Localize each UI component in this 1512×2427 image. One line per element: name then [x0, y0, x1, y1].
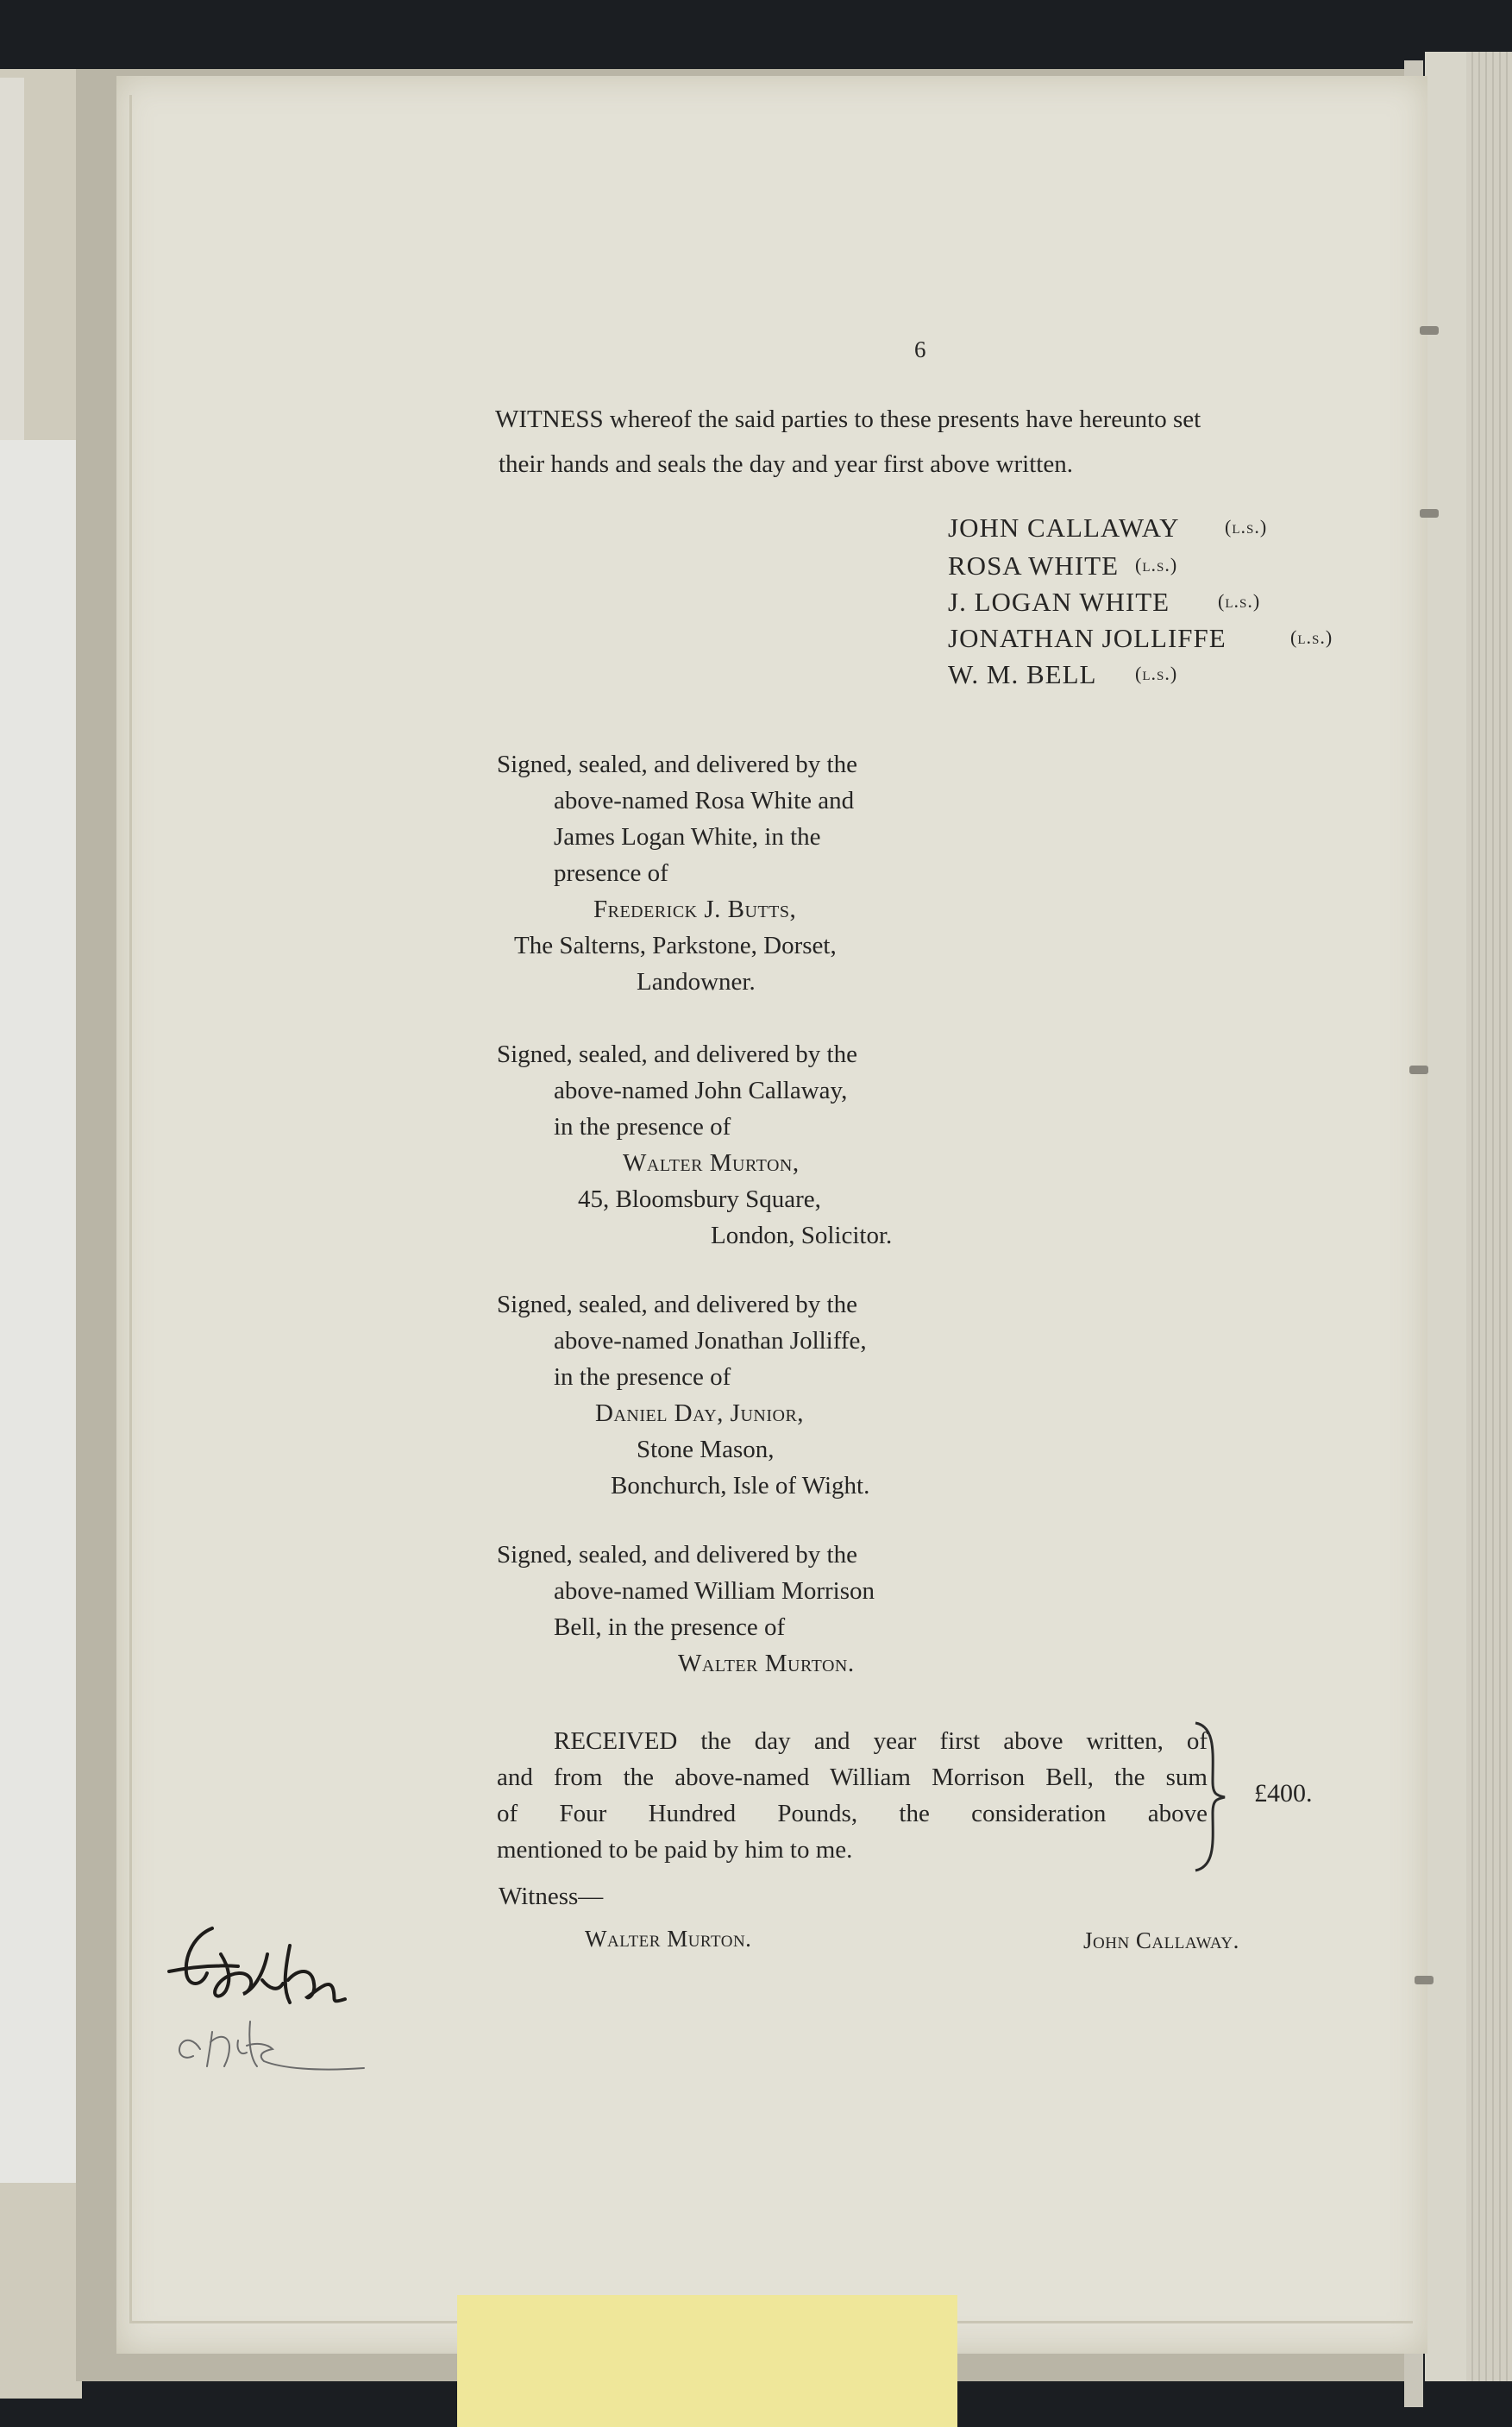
seal-mark: (l.s.): [1135, 663, 1178, 684]
signatory-name: JOHN CALLAWAY: [948, 512, 1180, 543]
witness-name: Frederick J. Butts,: [593, 896, 797, 923]
witness-address: 45, Bloomsbury Square,: [578, 1185, 821, 1213]
signatory-name: ROSA WHITE: [948, 550, 1120, 581]
inserted-sheet-left: [0, 440, 79, 2183]
receipt-witness-name: Walter Murton.: [585, 1926, 752, 1952]
attestation-line: above-named William Morrison: [554, 1577, 875, 1605]
receipt-brace: [1190, 1721, 1228, 1872]
underlying-page-top-left: [0, 78, 24, 440]
handwritten-initials: [160, 1920, 367, 2105]
receipt-line: RECEIVED the day and year first above written, of: [554, 1727, 1208, 1755]
witness-address: The Salterns, Parkstone, Dorset,: [514, 932, 837, 959]
attestation-line: Signed, sealed, and delivered by the: [497, 751, 857, 778]
binding-stitch: [1420, 326, 1439, 335]
attestation-line: above-named Rosa White and: [554, 787, 855, 814]
attestation-line: above-named Jonathan Jolliffe,: [554, 1327, 867, 1355]
attestation-line: presence of: [554, 859, 668, 887]
receipt-signer: John Callaway.: [1083, 1927, 1239, 1953]
signatory-name: J. LOGAN WHITE: [948, 587, 1170, 617]
witness-clause-line-2: their hands and seals the day and year first above written.: [499, 450, 1073, 478]
binding-stitch: [1415, 1976, 1434, 1984]
witness-address: London, Solicitor.: [711, 1222, 893, 1249]
attestation-line: James Logan White, in the: [554, 823, 821, 851]
witness-address: Bonchurch, Isle of Wight.: [611, 1472, 870, 1500]
attestation-line: Bell, in the presence of: [554, 1613, 786, 1641]
witness-name: Walter Murton,: [623, 1149, 800, 1177]
binding-stitch: [1409, 1066, 1428, 1074]
attestation-line: Signed, sealed, and delivered by the: [497, 1041, 857, 1068]
attestation-line: in the presence of: [554, 1113, 731, 1141]
book-page-edges-right: [1466, 52, 1512, 2381]
page-number: 6: [914, 336, 926, 362]
witness-occupation: Stone Mason,: [637, 1436, 775, 1463]
signatory-name: W. M. BELL: [948, 659, 1097, 689]
witness-name: Walter Murton.: [678, 1650, 855, 1677]
signatory-name: JONATHAN JOLLIFFE: [948, 623, 1227, 653]
receipt-witness-label: Witness—: [499, 1883, 604, 1910]
attestation-line: Signed, sealed, and delivered by the: [497, 1541, 857, 1569]
seal-mark: (l.s.): [1290, 626, 1333, 648]
witness-occupation: Landowner.: [637, 968, 756, 996]
seal-mark: (l.s.): [1225, 516, 1268, 538]
witness-clause-line-1: WITNESS whereof the said parties to these presents have hereunto set: [495, 406, 1201, 433]
attestation-line: Signed, sealed, and delivered by the: [497, 1291, 857, 1318]
seal-mark: (l.s.): [1218, 590, 1261, 612]
receipt-amount: £400.: [1254, 1779, 1313, 1808]
attestation-line: above-named John Callaway,: [554, 1077, 848, 1104]
sticky-note: [457, 2295, 957, 2427]
receipt-line: mentioned to be paid by him to me.: [497, 1836, 853, 1864]
receipt-line: and from the above-named William Morrison Bell, the sum: [497, 1764, 1208, 1791]
receipt-line: of Four Hundred Pounds, the consideration above: [497, 1800, 1208, 1827]
seal-mark: (l.s.): [1135, 554, 1178, 575]
attestation-line: in the presence of: [554, 1363, 731, 1391]
witness-name: Daniel Day, Junior,: [595, 1399, 805, 1427]
binding-stitch: [1420, 509, 1439, 518]
